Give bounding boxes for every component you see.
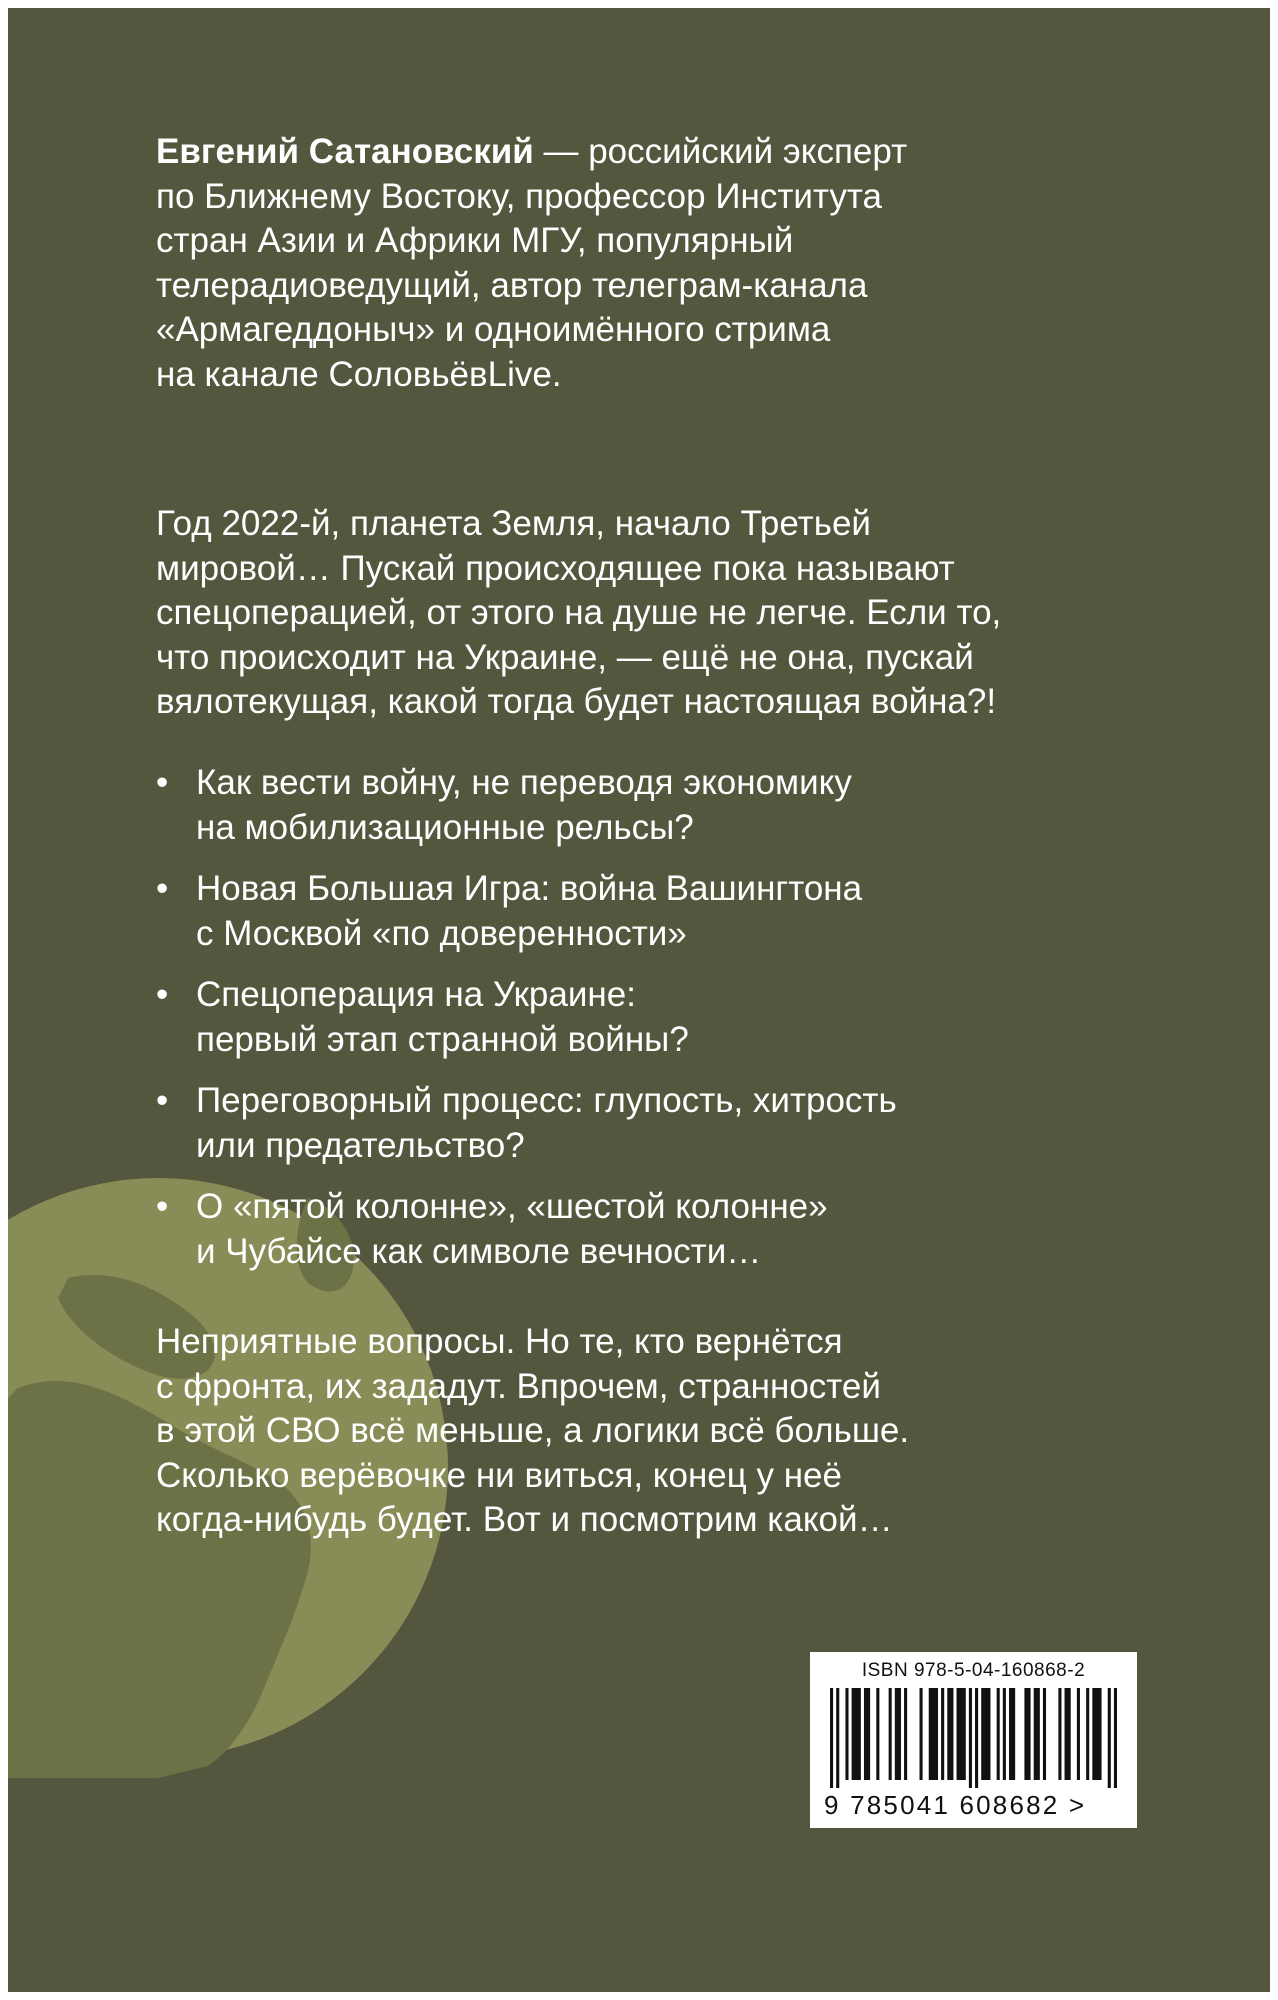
barcode-bar	[1092, 1688, 1101, 1780]
intro-paragraph	[156, 502, 1036, 725]
barcode-bar	[919, 1688, 922, 1780]
closing-paragraph	[156, 1320, 1036, 1543]
barcode-bar	[836, 1688, 839, 1788]
bullet-marker: •	[156, 869, 169, 908]
intro-line: спецоперацией, от этого на душе не легче. Если то,	[156, 593, 1002, 632]
barcode-bar	[889, 1688, 892, 1780]
bullet-item	[156, 1079, 1056, 1168]
barcode-bar	[1065, 1688, 1071, 1780]
barcode-bar	[981, 1688, 990, 1780]
barcode-bar	[957, 1688, 966, 1780]
barcode-bar	[1024, 1688, 1030, 1780]
barcode-bar	[975, 1688, 978, 1788]
author-bio-line: телерадиоведущий, автор телеграм-канала	[156, 265, 868, 305]
isbn-label: ISBN 978-5-04-160868-2	[861, 1660, 1086, 1681]
closing-line: когда-нибудь будет. Вот и посмотрим какой…	[156, 1500, 893, 1539]
barcode-bar	[852, 1688, 861, 1780]
barcode-bar	[876, 1688, 879, 1780]
barcode-bar	[864, 1688, 870, 1780]
barcode-bar	[941, 1688, 944, 1780]
bullet-line: с Москвой «по доверенности»	[196, 913, 687, 953]
barcode-bar	[845, 1688, 848, 1780]
book-back-cover	[8, 8, 1270, 1992]
intro-line: Год 2022-й, планета Земля, начало Третьей	[156, 504, 871, 543]
bullet-marker: •	[156, 763, 169, 802]
bullet-item	[156, 1185, 1056, 1274]
author-bio-first-line-rest: — российский эксперт	[533, 132, 908, 171]
barcode-bar	[1086, 1688, 1089, 1780]
barcode-bar	[929, 1688, 938, 1780]
bullet-list	[156, 761, 1056, 1291]
bullet-line: или предательство?	[196, 1125, 525, 1165]
bullet-item	[156, 761, 1056, 850]
barcode-bar	[1077, 1688, 1080, 1780]
barcode-bar	[830, 1688, 833, 1788]
author-bio-line: на канале СоловьёвLive.	[156, 354, 562, 394]
barcode-bar	[1009, 1688, 1015, 1780]
author-bio-line	[156, 130, 1036, 175]
bullet-marker: •	[156, 1187, 169, 1226]
barcode-bars	[830, 1688, 1117, 1788]
barcode-bar	[904, 1688, 907, 1780]
author-bio-line: «Армагеддоныч» и одноимённого стрима	[156, 310, 831, 349]
barcode-bar	[1108, 1688, 1111, 1788]
bullet-item	[156, 973, 1056, 1062]
bullet-marker: •	[156, 1081, 169, 1120]
closing-line: с фронта, их зададут. Впрочем, странностей	[156, 1366, 881, 1406]
barcode-bar	[997, 1688, 1000, 1780]
intro-line: вялотекущая, какой тогда будет настоящая война?!	[156, 682, 997, 721]
bullet-marker: •	[156, 975, 169, 1014]
author-bio-line: стран Азии и Африки МГУ, популярный	[156, 221, 794, 260]
closing-line: Неприятные вопросы. Но те, кто вернётся	[156, 1322, 843, 1361]
bullet-line: и Чубайсе как символе вечности…	[196, 1231, 762, 1271]
bullet-item	[156, 867, 1056, 956]
barcode-bar	[947, 1688, 953, 1780]
closing-line: в этой СВО всё меньше, а логики всё больше.	[156, 1411, 910, 1450]
bullet-line: Как вести войну, не переводя экономику	[196, 763, 852, 802]
closing-line: Сколько верёвочке ни виться, конец у неё	[156, 1455, 842, 1495]
barcode-bar	[1058, 1688, 1061, 1780]
barcode-bar	[895, 1688, 901, 1780]
author-name: Евгений Сатановский	[156, 132, 534, 171]
author-bio	[156, 130, 1036, 397]
barcode-digits: 9 785041 608682 >	[824, 1790, 1087, 1820]
bullet-line: Новая Большая Игра: война Вашингтона	[196, 869, 863, 908]
intro-line: мировой… Пускай происходящее пока называют	[156, 548, 955, 588]
barcode-bar	[1114, 1688, 1117, 1788]
barcode-bar	[1043, 1688, 1046, 1780]
author-bio-line: по Ближнему Востоку, профессор Института	[156, 176, 882, 216]
bullet-line: О «пятой колонне», «шестой колонне»	[196, 1187, 828, 1226]
barcode-bar	[1003, 1688, 1006, 1780]
bullet-line: первый этап странной войны?	[196, 1019, 689, 1059]
bullet-line: Переговорный процесс: глупость, хитрость	[196, 1081, 897, 1120]
bullet-line: Спецоперация на Украине:	[196, 975, 636, 1014]
intro-line: что происходит на Украине, — ещё не она, пускай	[156, 637, 974, 677]
bullet-line: на мобилизационные рельсы?	[196, 807, 694, 847]
barcode-bar	[1034, 1688, 1040, 1780]
isbn-barcode	[810, 1652, 1137, 1828]
barcode-bar	[969, 1688, 972, 1788]
